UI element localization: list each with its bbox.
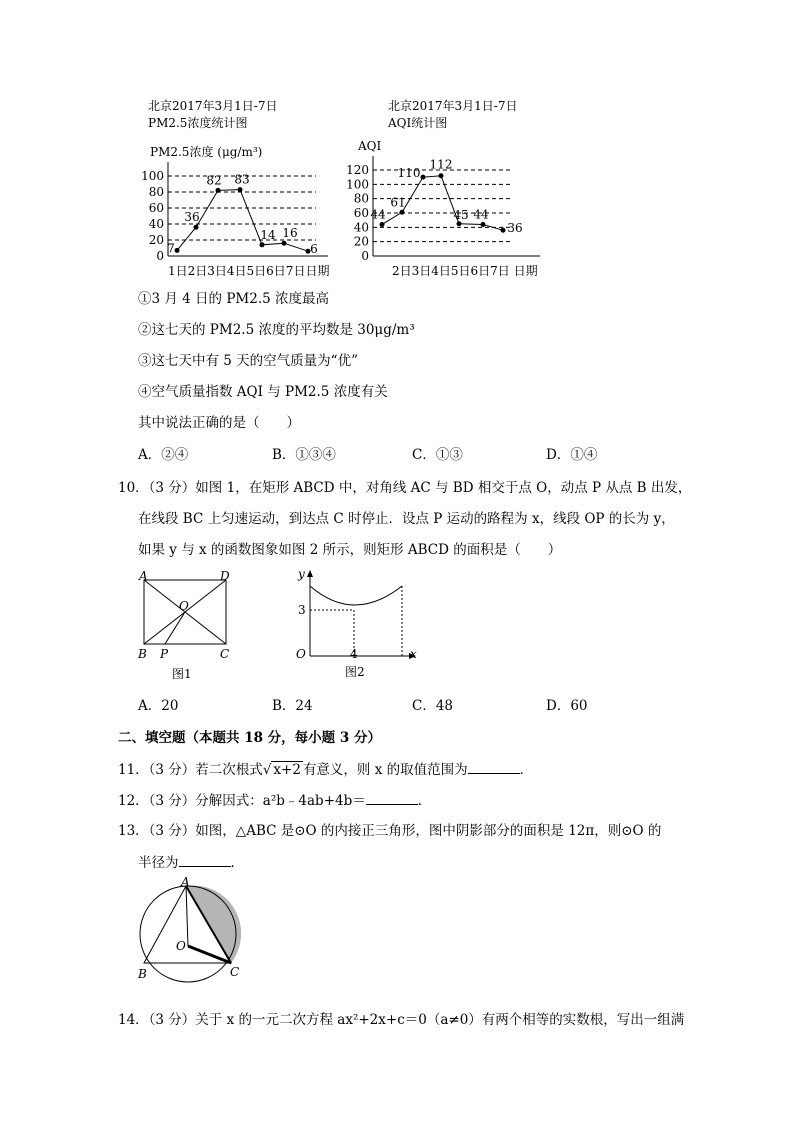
pm25-caption-line1: 北京2017年3月1日-7日 [148,99,278,113]
q11-blank[interactable] [468,761,520,774]
q13-blank[interactable] [179,854,231,867]
q12-end: ． [417,793,432,809]
q9-statement-4: ④空气质量指数 AQI 与 PM2.5 浓度有关 [138,384,388,400]
aqi-data-label: 110 [397,166,421,181]
q10-option-a: A．20 [138,698,179,714]
q12 [118,792,431,809]
aqi-tick-label: 0 [361,249,369,263]
label-b: B [138,647,147,661]
q9-option-a: A．②④ [138,447,189,463]
pm25-data-label: 36 [184,210,200,225]
aqi-data-label: 61 [390,195,406,210]
q9-prompt: 其中说法正确的是（ ） [138,415,300,431]
pm25-data-label: 83 [234,172,250,187]
aqi-ylabel: AQI [358,139,382,153]
q11-radicand: x+2 [273,762,301,778]
q9-option-d: D．①④ [546,447,598,463]
aqi-data-point [501,228,506,233]
q11-pre: 11．（3 分）若二次根式 [118,762,263,778]
q10-figure1 [132,568,242,684]
q12-pre: 12．（3 分）分解因式：a²b﹣4ab+4b＝ [118,793,366,809]
pm25-data-point [260,242,265,247]
pm25-data-point [238,187,243,192]
label-a: A [139,569,148,583]
q13-line2-end: ． [230,855,244,871]
aqi-data-point [457,221,462,226]
fig2-curve [310,586,402,605]
aqi-tick-label: 60 [353,206,369,220]
aqi-data-label: 44 [370,207,386,222]
aqi-data-label: 36 [507,221,523,236]
q12-blank[interactable] [366,792,418,805]
pm25-data-label: 16 [282,226,298,241]
radius-oa [186,886,188,946]
pm25-tick-label: 60 [148,201,164,215]
q13-figure [132,876,244,988]
pm25-data-point [175,248,180,253]
aqi-data-point [380,222,385,227]
q9-statement-3: ③这七天中有 5 天的空气质量为“优” [138,353,358,369]
q9-statement-2: ②这七天的 PM2.5 浓度的平均数是 30μg/m³ [138,322,415,338]
pm25-data-point [216,188,221,193]
q10-figure2 [292,566,422,684]
fig2-label-3: 3 [298,603,306,617]
q10-line3: 如果 y 与 x 的函数图象如图 2 所示，则矩形 ABCD 的面积是（ ） [138,542,562,558]
q10-option-b: B．24 [272,698,313,714]
label-c: C [220,647,230,661]
pm25-chart [120,138,360,280]
pm25-tick-label: 20 [148,233,164,247]
aqi-data-point [439,173,444,178]
aqi-chart [340,132,560,280]
q9-option-b: B．①③④ [272,447,336,463]
q10-option-d: D．60 [546,698,588,714]
aqi-data-point [481,222,486,227]
pm25-caption-line2: PM2.5浓度统计图 [148,116,248,130]
label-d: D [220,569,230,583]
figure1-caption: 图1 [172,667,192,681]
pm25-data-label: 82 [206,173,222,188]
sqrt-sign: √ [262,762,272,778]
label-p: P [160,647,169,661]
label-o: O [179,599,189,613]
aqi-data-label: 44 [473,207,489,222]
q10-line2: 在线段 BC 上匀速运动，到达点 C 时停止．设点 P 运动的路程为 x，线段 OP 的长为 y， [138,511,675,527]
pm25-data-point [282,241,287,246]
pm25-data-label: 7 [167,241,175,256]
q10-option-c: C．48 [412,698,454,714]
pm25-tick-label: 0 [156,249,164,263]
aqi-tick-label: 80 [353,191,369,206]
q10-line1: 10．（3 分）如图 1，在矩形 ABCD 中，对角线 AC 与 BD 相交于点 O，动点 P 从点 B 出发， [118,480,692,496]
q13-line1: 13．（3 分）如图，△ABC 是⊙O 的内接正三角形，图中阴影部分的面积是 12π，则⊙O 的 [118,823,662,839]
aqi-tick-label: 100 [346,177,369,192]
figure2-caption: 图2 [345,665,365,679]
fig2-label-4: 4 [350,647,358,661]
pm25-data-label: 6 [310,242,318,257]
pm25-data-point [194,225,199,230]
q11 [118,761,533,778]
fig2-label-x: x [410,647,417,661]
q11-post: 有意义，则 x 的取值范围为 [302,762,468,778]
q9-statement-1: ①3 月 4 日的 PM2.5 浓度最高 [138,291,330,307]
aqi-data-label: 45 [453,207,469,222]
segment-op [165,612,185,644]
q13-label-c: C [230,965,240,979]
aqi-data-label: 112 [429,157,453,172]
q13-label-o: O [176,939,186,953]
q9-option-c: C．①③ [412,447,463,463]
fig2-label-y: y [298,567,305,581]
aqi-caption-line1: 北京2017年3月1日-7日 [388,99,518,113]
q13-label-a: A [181,876,190,889]
aqi-data-point [400,210,405,215]
q13-line2-pre: 半径为 [138,855,179,871]
aqi-tick-label: 20 [353,234,369,249]
q11-end: ． [519,762,534,778]
aqi-xlabel: 2日3日4日5日6日7日 日期 [392,264,538,278]
fig2-y-arrow [307,570,313,577]
q13-line2 [138,854,244,871]
aqi-tick-label: 40 [353,220,369,235]
q14-line1: 14．（3 分）关于 x 的一元二次方程 ax²+2x+c＝0（a≠0）有两个相等的实数根，写出一组满 [118,1012,685,1028]
q13-label-b: B [138,967,147,981]
pm25-tick-label: 100 [141,169,164,183]
pm25-xlabel: 1日2日3日4日5日6日7日日期 [168,264,330,278]
pm25-tick-label: 80 [148,185,164,199]
pm25-tick-label: 40 [148,217,164,231]
section2-title: 二、填空题（本题共 18 分，每小题 3 分） [118,730,381,746]
pm25-data-label: 14 [260,227,276,242]
aqi-tick-label: 120 [346,163,369,177]
fig2-label-o: O [296,647,306,661]
aqi-caption-line2: AQI统计图 [388,116,448,130]
pm25-ylabel: PM2.5浓度 (μg/m³) [150,145,263,159]
aqi-data-point [421,175,426,180]
